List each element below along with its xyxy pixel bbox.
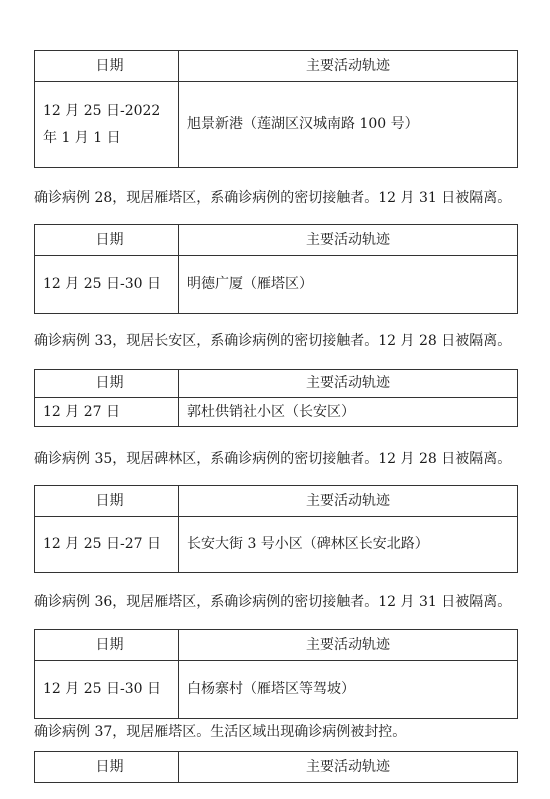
trajectory-table-2 bbox=[34, 224, 517, 314]
cell-activity: 明德广厦（雁塔区） bbox=[179, 256, 518, 314]
header-date: 日期 bbox=[35, 370, 179, 398]
header-activity: 主要活动轨迹 bbox=[179, 630, 518, 661]
cell-activity: 旭景新港（莲湖区汉城南路 100 号） bbox=[179, 82, 518, 168]
table-row bbox=[35, 256, 518, 314]
table-row bbox=[35, 398, 518, 427]
table-row bbox=[35, 517, 518, 573]
header-activity: 主要活动轨迹 bbox=[179, 51, 518, 82]
cell-date: 12 月 25 日-30 日 bbox=[35, 256, 179, 314]
case-paragraph: 确诊病例 28，现居雁塔区，系确诊病例的密切接触者。12 月 31 日被隔离。 bbox=[34, 190, 512, 206]
header-date: 日期 bbox=[35, 51, 179, 82]
trajectory-table-1 bbox=[34, 50, 517, 168]
case-paragraph: 确诊病例 35，现居碑林区，系确诊病例的密切接触者。12 月 28 日被隔离。 bbox=[34, 451, 512, 467]
header-date: 日期 bbox=[35, 225, 179, 256]
table-row bbox=[35, 661, 518, 719]
table-row bbox=[35, 82, 518, 168]
trajectory-table-4 bbox=[34, 485, 517, 573]
header-date: 日期 bbox=[35, 752, 179, 783]
cell-date: 12 月 27 日 bbox=[35, 398, 179, 427]
trajectory-table-3 bbox=[34, 369, 517, 427]
header-date: 日期 bbox=[35, 630, 179, 661]
cell-activity: 长安大街 3 号小区（碑林区长安北路） bbox=[179, 517, 518, 573]
case-paragraph: 确诊病例 36，现居雁塔区，系确诊病例的密切接触者。12 月 31 日被隔离。 bbox=[34, 594, 512, 610]
header-date: 日期 bbox=[35, 486, 179, 517]
cell-date: 12 月 25 日-30 日 bbox=[35, 661, 179, 719]
header-activity: 主要活动轨迹 bbox=[179, 486, 518, 517]
cell-activity: 白杨寨村（雁塔区等驾坡） bbox=[179, 661, 518, 719]
trajectory-table-6 bbox=[34, 751, 517, 783]
case-paragraph: 确诊病例 33，现居长安区，系确诊病例的密切接触者。12 月 28 日被隔离。 bbox=[34, 333, 512, 349]
case-paragraph: 确诊病例 37，现居雁塔区。生活区域出现确诊病例被封控。 bbox=[34, 724, 407, 740]
header-activity: 主要活动轨迹 bbox=[179, 370, 518, 398]
trajectory-table-5 bbox=[34, 629, 517, 719]
cell-activity: 郭杜供销社小区（长安区） bbox=[179, 398, 518, 427]
header-activity: 主要活动轨迹 bbox=[179, 752, 518, 783]
header-activity: 主要活动轨迹 bbox=[179, 225, 518, 256]
cell-date: 12 月 25 日-27 日 bbox=[35, 517, 179, 573]
cell-date: 12 月 25 日-2022 年 1 月 1 日 bbox=[35, 82, 179, 168]
